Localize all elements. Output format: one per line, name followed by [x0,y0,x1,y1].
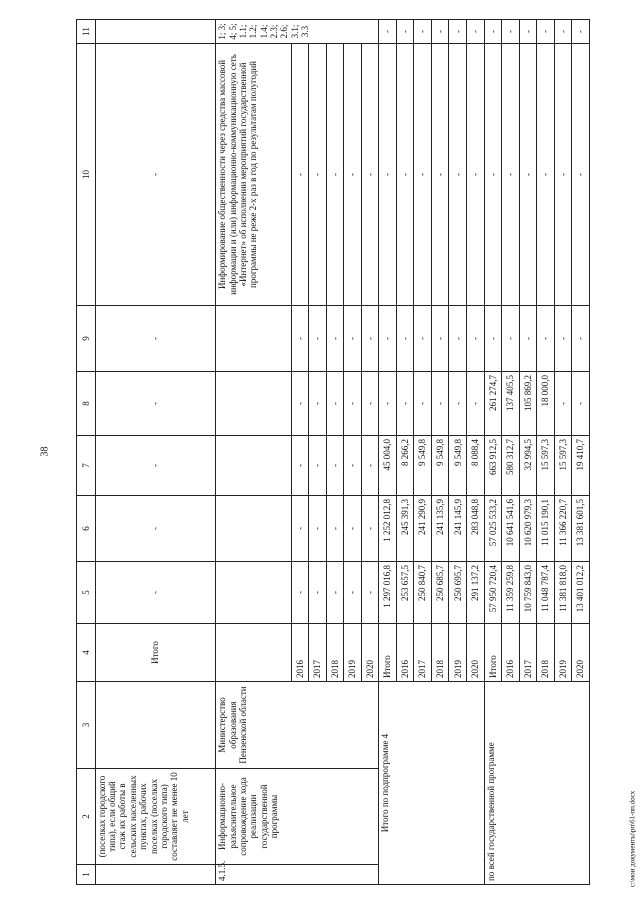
header-cell: 10 [77,44,96,306]
table-row: 2017 10 759 843,0 10 620 979,3 32 994,5 105 869,2 - - - [519,20,537,885]
table-row: 2016 11 359 259,8 10 641 541,6 580 312,7 137 405,5 - - - [502,20,520,885]
table-row: 2018 11 048 787,4 11 015 190,1 15 597,3 18 000,0 - - - [537,20,555,885]
measure-text: (поселках городского типа), если общий стаж их работы в сельских населенных пунктах, рабочих поселках (поселках городского типа) составляет не менее 10 лет [95,769,216,865]
total-label: Итого [95,624,216,682]
table-row [216,20,291,885]
outcome-text: Информирование общественности через средства массовой информации и (или) информационно-коммуникационную сеть «Интернет» об исполнении мероприятий государственной программы не реже 2-х раз в год по результатам полугодий [216,44,291,306]
table-row: Итого по подпрограмме 4 Итого 1 297 016,8 1 252 012,8 45 004,0 - - - - [379,20,397,885]
table-row: 2019 250 695,7 241 145,9 9 549,8 - - - - [449,20,467,885]
table-row: 2016 253 657,5 245 391,3 8 266,2 - - - - [396,20,414,885]
program-total-label: по всей государственной программе [484,682,589,885]
header-cell: 11 [77,20,96,44]
subprogram-total-label: Итого по подпрограмме 4 [379,682,484,885]
table-row: 2018 - - - - - - [326,20,344,885]
header-cell: 6 [77,496,96,562]
page-number: 38 [39,446,51,457]
header-cell: 3 [77,682,96,769]
header-cell: 2 [77,769,96,865]
file-path-footer: c:\мои документы\рп\61-пп.docx [628,790,637,888]
table-row: 2020 291 137,2 283 048,8 8 088,4 - - - - [467,20,485,885]
indicators: 1; 3; 4; 5; 1.1; 1.2; 1.4; 2.3; 2.6; 3.1; 3.3 [216,20,379,44]
header-cell: 5 [77,562,96,624]
table-row: (поселках городского типа), если общий стаж их работы в сельских населенных пунктах, рабочих поселках (поселках городского типа) составляет не менее 10 лет Итого - - - - - - [95,20,216,885]
responsible-org: Министерство образования Пензенской области [216,682,379,769]
table-row: 2019 - - - - - - [344,20,362,885]
table-row: 2020 - - - - - - [361,20,379,885]
row-number: 4.1.5. [216,865,379,885]
budget-table [76,19,590,885]
measure-name: Информационно-разъяснительное сопровождение хода реализации государственной программы [216,769,379,865]
table-row: 2017 - - - - - - [309,20,327,885]
table-row: 2019 11 381 818,0 11 366 220,7 15 597,3 - - - - [554,20,572,885]
table-row: 2017 250 840,7 241 290,9 9 549,8 - - - - [414,20,432,885]
rotated-table-area [76,20,590,885]
table-row: 2018 250 685,7 241 135,9 9 549,8 - - - - [431,20,449,885]
table-row: 2016 - - - - - - [291,20,309,885]
header-cell: 1 [77,865,96,885]
table-row: 2020 13 401 012,2 13 381 601,5 19 410,7 - - - - [572,20,590,885]
header-cell: 4 [77,624,96,682]
header-row [77,20,96,885]
table-row: по всей государственной программе Итого 57 950 720,4 57 025 533,2 663 912,5 261 274,7 - - - [484,20,502,885]
header-cell: 9 [77,306,96,372]
header-cell: 8 [77,372,96,436]
header-cell: 7 [77,436,96,496]
